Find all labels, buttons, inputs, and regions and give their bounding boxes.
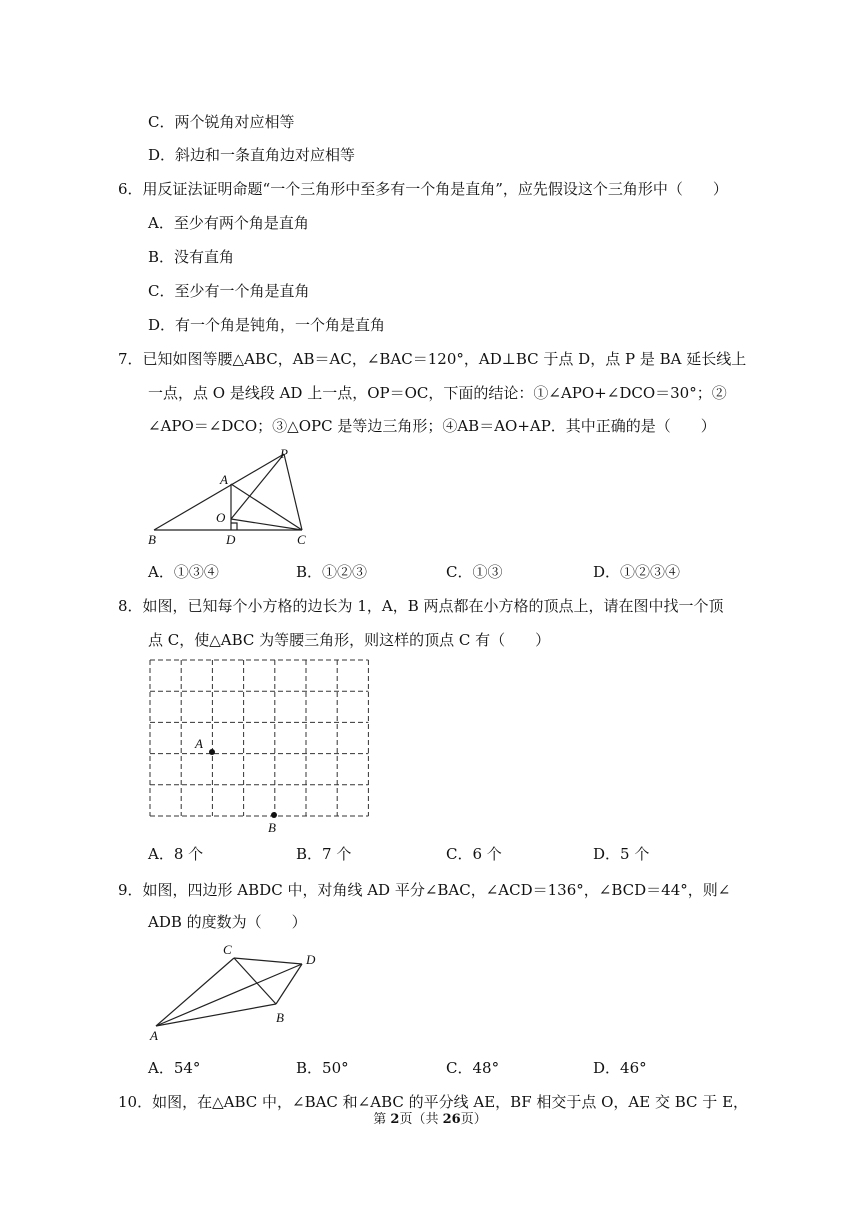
q5-option-c: C．两个锐角对应相等 <box>148 113 295 131</box>
footer-middle: 页（共 <box>399 1112 443 1127</box>
q6-option-d: D．有一个角是钝角，一个角是直角 <box>148 316 386 334</box>
q8-option-c: C．6 个 <box>446 845 502 863</box>
q7-option-b: B．①②③ <box>296 563 368 581</box>
q6-option-c: C．至少有一个角是直角 <box>148 282 310 300</box>
q8-stem-line2: 点 C，使△ABC 为等腰三角形，则这样的顶点 C 有（ ） <box>148 631 551 649</box>
q8-stem-line1: 8．如图，已知每个小方格的边长为 1，A，B 两点都在小方格的顶点上，请在图中找一个顶 <box>118 597 724 615</box>
q7-option-a: A．①③④ <box>148 563 219 581</box>
q6-option-b: B．没有直角 <box>148 248 235 266</box>
q9-option-b: B．50° <box>296 1059 349 1077</box>
q8-label-b: B <box>268 820 276 835</box>
q7-stem-line2: 一点，点 O 是线段 AD 上一点，OP＝OC，下面的结论：①∠APO+∠DCO＝30°；② <box>148 384 727 402</box>
q9-option-d: D．46° <box>593 1059 647 1077</box>
q8-point-b <box>271 812 277 818</box>
footer-page-number: 2 <box>390 1112 400 1127</box>
q8-label-a: A <box>195 736 203 751</box>
q7-right-angle-mark <box>231 523 237 530</box>
q7-segment-op <box>231 454 284 519</box>
q5-option-d: D．斜边和一条直角边对应相等 <box>148 146 356 164</box>
footer-suffix: 页） <box>460 1112 487 1127</box>
q9-segment-cd <box>234 958 302 964</box>
footer-prefix: 第 <box>373 1112 391 1127</box>
q7-label-p: P <box>280 446 288 461</box>
q7-label-d: D <box>226 532 236 547</box>
q9-label-a: A <box>150 1028 158 1043</box>
q9-figure <box>140 936 330 1046</box>
q9-label-d: D <box>306 952 316 967</box>
q8-option-a: A．8 个 <box>148 845 204 863</box>
q7-stem-line3: ∠APO＝∠DCO；③△OPC 是等边三角形；④AB＝AO+AP．其中正确的是（ ） <box>148 417 716 435</box>
q9-segment-ab <box>156 1004 276 1026</box>
q9-option-a: A．54° <box>148 1059 201 1077</box>
q9-stem-line2: ADB 的度数为（ ） <box>148 913 307 931</box>
q7-option-c: C．①③ <box>446 563 503 581</box>
q7-label-c: C <box>297 532 306 547</box>
q7-segment-pc <box>284 454 302 530</box>
q7-stem-line1: 7．已知如图等腰△ABC，AB＝AC，∠BAC＝120°，AD⊥BC 于点 D，点 P 是 BA 延长线上 <box>118 350 747 368</box>
q7-segment-oc <box>231 519 302 530</box>
q8-option-d: D．5 个 <box>593 845 650 863</box>
q10-stem-line1: 10．如图，在△ABC 中，∠BAC 和∠ABC 的平分线 AE，BF 相交于点 O，AE 交 BC 于 E， <box>118 1093 749 1111</box>
q9-segment-ac <box>156 958 234 1026</box>
q9-stem-line1: 9．如图，四边形 ABDC 中，对角线 AD 平分∠BAC，∠ACD＝136°，∠BCD＝44°，则∠ <box>118 881 731 899</box>
q9-option-c: C．48° <box>446 1059 500 1077</box>
q9-segment-cb <box>234 958 276 1004</box>
q9-label-b: B <box>276 1010 284 1025</box>
q7-label-b: B <box>148 532 156 547</box>
q6-option-a: A．至少有两个角是直角 <box>148 214 309 232</box>
q7-segment-ac <box>231 484 302 530</box>
page-footer <box>0 1111 860 1129</box>
q8-option-b: B．7 个 <box>296 845 352 863</box>
q8-grid-figure <box>140 652 380 837</box>
q6-stem: 6．用反证法证明命题“一个三角形中至多有一个角是直角”，应先假设这个三角形中（ ） <box>118 180 728 198</box>
q8-point-a <box>209 749 215 755</box>
q7-label-o: O <box>216 510 226 525</box>
q7-label-a: A <box>220 472 228 487</box>
q7-figure <box>140 446 320 550</box>
q9-label-c: C <box>223 942 232 957</box>
q7-option-d: D．①②③④ <box>593 563 681 581</box>
footer-total-pages: 26 <box>442 1112 461 1127</box>
